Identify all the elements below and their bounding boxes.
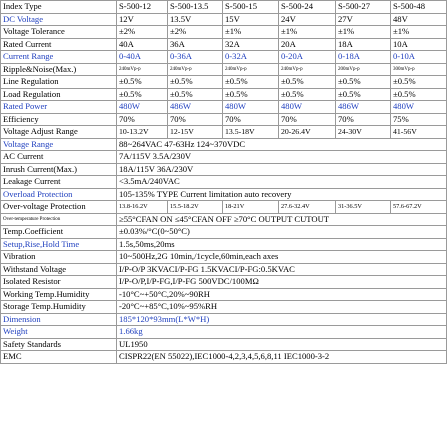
- spec-row-dc-voltage: [1, 13, 447, 26]
- spec-rows-shared-b: [1, 213, 447, 363]
- row-value: 105-135% TYPE Current limitation auto recovery: [117, 188, 447, 201]
- row-value: 185*120*93mm(L*W*H): [117, 313, 447, 326]
- row-label: Ripple&Noise(Max.): [1, 63, 117, 76]
- cell-s-500-12: 40A: [117, 38, 168, 51]
- cell-s-500-12: 12V: [117, 13, 168, 26]
- cell-s-500-24: 24V: [279, 13, 336, 26]
- row-value: UL1950: [117, 338, 447, 351]
- row-label: Dimension: [1, 313, 117, 326]
- cell-s-500-48: 0-10A: [391, 51, 447, 64]
- cell-s-500-13-5: ±0.5%: [168, 88, 223, 101]
- cell-s-500-13-5: 486W: [168, 101, 223, 114]
- cell-s-500-12: 70%: [117, 113, 168, 126]
- cell-s-500-12: 480W: [117, 101, 168, 114]
- cell-s-500-24: 0-20A: [279, 51, 336, 64]
- cell-s-500-13-5: 15.5-18.2V: [168, 201, 223, 214]
- row-label: Overload Protection: [1, 188, 117, 201]
- cell-s-500-15: ±1%: [223, 26, 279, 39]
- spec-row-leakage-current: [1, 176, 447, 189]
- cell-s-500-13-5: S-500-13.5: [168, 1, 223, 14]
- cell-s-500-27: 24-30V: [336, 126, 391, 139]
- spec-row-ovp: [1, 201, 447, 214]
- row-value: 1.66kg: [117, 326, 447, 339]
- spec-row-isolated-resistor: [1, 276, 447, 289]
- cell-s-500-13-5: 240mVp-p: [168, 63, 223, 76]
- cell-s-500-48: 48V: [391, 13, 447, 26]
- row-value: -20°C~+85°C,10%~95%RH: [117, 301, 447, 314]
- cell-s-500-15: 18-21V: [223, 201, 279, 214]
- cell-s-500-13-5: 70%: [168, 113, 223, 126]
- cell-s-500-12: ±0.5%: [117, 76, 168, 89]
- cell-s-500-12: 0-40A: [117, 51, 168, 64]
- cell-s-500-27: 18A: [336, 38, 391, 51]
- spec-row-working-temp-humidity: [1, 288, 447, 301]
- row-value: 1.5s,50ms,20ms: [117, 238, 447, 251]
- cell-s-500-27: 486W: [336, 101, 391, 114]
- spec-row-over-temperature-protection: [1, 213, 447, 226]
- row-value: -10°C~+50°C,20%~90RH: [117, 288, 447, 301]
- row-value: CISPR22(EN 55022),IEC1000-4,2,3,4,5,6,8,11 IEC1000-3-2: [117, 351, 447, 364]
- row-label: EMC: [1, 351, 117, 364]
- cell-s-500-27: ±0.5%: [336, 88, 391, 101]
- spec-row-safety-standards: [1, 338, 447, 351]
- cell-s-500-15: 240mVp-p: [223, 63, 279, 76]
- cell-s-500-48: 300mVp-p: [391, 63, 447, 76]
- cell-s-500-15: ±0.5%: [223, 76, 279, 89]
- cell-s-500-15: 0-32A: [223, 51, 279, 64]
- row-label: Index Type: [1, 1, 117, 14]
- cell-s-500-48: 10A: [391, 38, 447, 51]
- cell-s-500-13-5: 36A: [168, 38, 223, 51]
- spec-row-weight: [1, 326, 447, 339]
- cell-s-500-27: S-500-27: [336, 1, 391, 14]
- row-label: Efficiency: [1, 113, 117, 126]
- cell-s-500-48: S-500-48: [391, 1, 447, 14]
- row-label: Setup,Rise,Hold Time: [1, 238, 117, 251]
- row-label: Inrush Current(Max.): [1, 163, 117, 176]
- cell-s-500-15: 13.5-18V: [223, 126, 279, 139]
- cell-s-500-13-5: ±0.5%: [168, 76, 223, 89]
- spec-row-emc: [1, 351, 447, 364]
- spec-row-voltage-range: [1, 138, 447, 151]
- row-value: 18A/115V 36A/230V: [117, 163, 447, 176]
- row-label: Storage Temp.Humidity: [1, 301, 117, 314]
- cell-s-500-24: ±0.5%: [279, 76, 336, 89]
- spec-row-voltage-tolerance: [1, 26, 447, 39]
- row-label: AC Current: [1, 151, 117, 164]
- row-label: Voltage Tolerance: [1, 26, 117, 39]
- row-value: I/P-O/P,I/P-FG,I/P-FG 500VDC/100MΩ: [117, 276, 447, 289]
- row-label: Withstand Voltage: [1, 263, 117, 276]
- row-label: Load Regulation: [1, 88, 117, 101]
- spec-row-voltage-adjust-range: [1, 126, 447, 139]
- cell-s-500-24: 70%: [279, 113, 336, 126]
- cell-s-500-15: S-500-15: [223, 1, 279, 14]
- row-value: 88~264VAC 47-63Hz 124~370VDC: [117, 138, 447, 151]
- cell-s-500-24: S-500-24: [279, 1, 336, 14]
- row-label: Voltage Range: [1, 138, 117, 151]
- cell-s-500-27: 200mVp-p: [336, 63, 391, 76]
- spec-row-over-voltage-protection: [1, 201, 447, 214]
- cell-s-500-24: 480W: [279, 101, 336, 114]
- cell-s-500-48: ±1%: [391, 26, 447, 39]
- cell-s-500-24: 20A: [279, 38, 336, 51]
- cell-s-500-15: 70%: [223, 113, 279, 126]
- cell-s-500-13-5: 13.5V: [168, 13, 223, 26]
- cell-s-500-13-5: 12-15V: [168, 126, 223, 139]
- spec-row-dimension: [1, 313, 447, 326]
- spec-row-load-regulation: [1, 88, 447, 101]
- row-value: 7A/115V 3.5A/230V: [117, 151, 447, 164]
- cell-s-500-12: ±2%: [117, 26, 168, 39]
- row-label: DC Voltage: [1, 13, 117, 26]
- cell-s-500-24: 240mVp-p: [279, 63, 336, 76]
- row-value: I/P-O/P 3KVACI/P-FG 1.5KVACI/P-FG:0.5KVAC: [117, 263, 447, 276]
- spec-row-storage-temp-humidity: [1, 301, 447, 314]
- row-value: ≥55°CFAN ON ≤45°CFAN OFF ≥70°C OUTPUT CUTOUT: [117, 213, 447, 226]
- spec-row-efficiency: [1, 113, 447, 126]
- cell-s-500-48: 75%: [391, 113, 447, 126]
- row-label: Working Temp.Humidity: [1, 288, 117, 301]
- cell-s-500-12: 240mVp-p: [117, 63, 168, 76]
- spec-row-ripple-noise-max: [1, 63, 447, 76]
- cell-s-500-13-5: ±2%: [168, 26, 223, 39]
- cell-s-500-12: S-500-12: [117, 1, 168, 14]
- spec-row-rated-power: [1, 101, 447, 114]
- cell-s-500-15: 32A: [223, 38, 279, 51]
- spec-row-line-regulation: [1, 76, 447, 89]
- cell-s-500-27: 27V: [336, 13, 391, 26]
- cell-s-500-15: 15V: [223, 13, 279, 26]
- cell-s-500-27: 70%: [336, 113, 391, 126]
- cell-s-500-48: 480W: [391, 101, 447, 114]
- cell-s-500-15: 480W: [223, 101, 279, 114]
- row-value: <3.5mA/240VAC: [117, 176, 447, 189]
- row-label: Over-temperature Protection: [1, 213, 117, 226]
- row-label: Isolated Resistor: [1, 276, 117, 289]
- cell-s-500-48: ±0.5%: [391, 76, 447, 89]
- row-label: Line Regulation: [1, 76, 117, 89]
- row-label: Leakage Current: [1, 176, 117, 189]
- cell-s-500-24: 27.6-32.4V: [279, 201, 336, 214]
- spec-row-temp-coefficient: [1, 226, 447, 239]
- cell-s-500-48: 57.6-67.2V: [391, 201, 447, 214]
- cell-s-500-48: 41-56V: [391, 126, 447, 139]
- row-value: 10~500Hz,2G 10min,/1cycle,60min,each axes: [117, 251, 447, 264]
- cell-s-500-24: 20-26.4V: [279, 126, 336, 139]
- row-label: Temp.Coefficient: [1, 226, 117, 239]
- cell-s-500-27: ±0.5%: [336, 76, 391, 89]
- cell-s-500-12: ±0.5%: [117, 88, 168, 101]
- row-label: Vibration: [1, 251, 117, 264]
- cell-s-500-12: 10-13.2V: [117, 126, 168, 139]
- spec-row-rated-current: [1, 38, 447, 51]
- spec-row-vibration: [1, 251, 447, 264]
- row-label: Rated Power: [1, 101, 117, 114]
- cell-s-500-27: 31-36.5V: [336, 201, 391, 214]
- row-label: Safety Standards: [1, 338, 117, 351]
- row-label: Voltage Adjust Range: [1, 126, 117, 139]
- row-label: Weight: [1, 326, 117, 339]
- spec-row-overload-protection: [1, 188, 447, 201]
- spec-rows-per-model: [1, 1, 447, 139]
- row-label: Current Range: [1, 51, 117, 64]
- spec-row-current-range: [1, 51, 447, 64]
- spec-rows-shared-a: [1, 138, 447, 201]
- cell-s-500-15: ±0.5%: [223, 88, 279, 101]
- row-label: Over-voltage Protection: [1, 201, 117, 214]
- spec-row-inrush-current-max: [1, 163, 447, 176]
- spec-row-index-type: [1, 1, 447, 14]
- cell-s-500-27: 0-18A: [336, 51, 391, 64]
- row-value: ±0.03%/°C(0~50°C): [117, 226, 447, 239]
- cell-s-500-48: ±0.5%: [391, 88, 447, 101]
- spec-row-withstand-voltage: [1, 263, 447, 276]
- cell-s-500-27: ±1%: [336, 26, 391, 39]
- spec-row-ac-current: [1, 151, 447, 164]
- cell-s-500-13-5: 0-36A: [168, 51, 223, 64]
- spec-row-setup-rise-hold-time: [1, 238, 447, 251]
- cell-s-500-24: ±1%: [279, 26, 336, 39]
- cell-s-500-24: ±0.5%: [279, 88, 336, 101]
- row-label: Rated Current: [1, 38, 117, 51]
- cell-s-500-12: 13.8-16.2V: [117, 201, 168, 214]
